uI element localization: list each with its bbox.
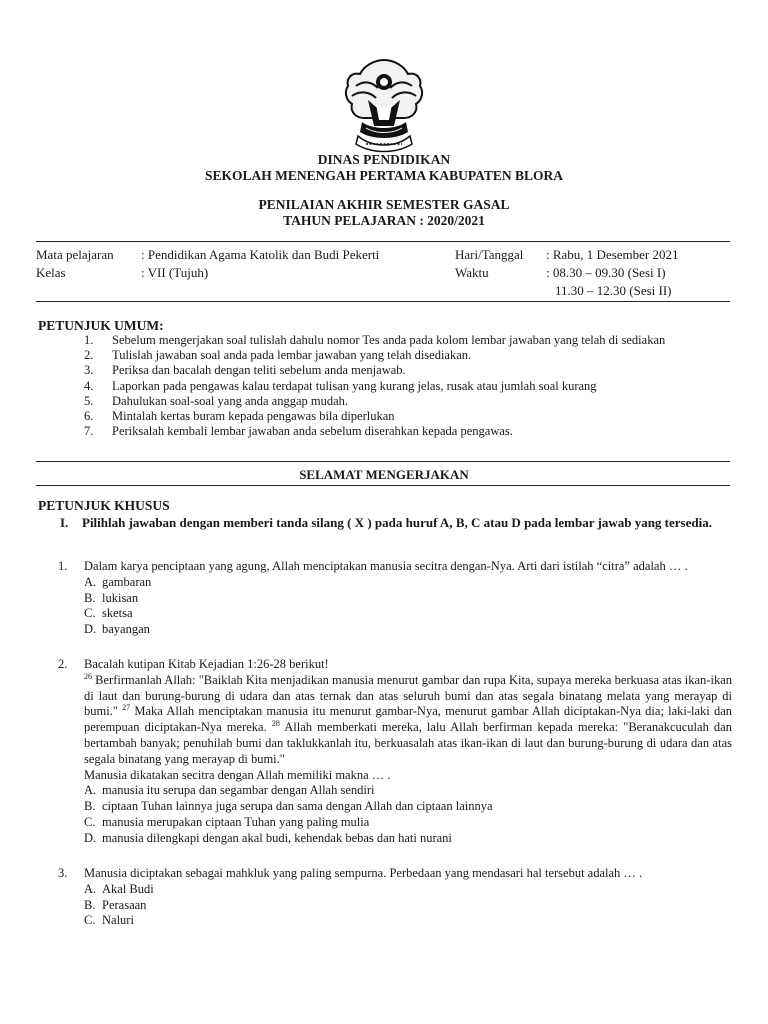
general-instructions-title: PETUNJUK UMUM: bbox=[38, 318, 164, 333]
option-c: C. Naluri bbox=[84, 913, 134, 928]
verse-number: 26 bbox=[84, 671, 92, 681]
option-c: C. manusia merupakan ciptaan Tuhan yang paling mulia bbox=[84, 814, 370, 829]
time-label: Waktu bbox=[455, 265, 489, 280]
question-3 bbox=[58, 866, 732, 929]
verse-text: Maka Allah menciptakan manusia itu menurut gambar-Nya, menurut gambar Allah diciptakan-Nya dia; laki-laki dan perempuan diciptakan-Nya mereka. bbox=[84, 704, 733, 735]
greeting-top-divider bbox=[36, 461, 730, 462]
class-label: Kelas bbox=[36, 265, 66, 280]
info-divider bbox=[36, 301, 730, 302]
question-number: 1. bbox=[58, 559, 68, 573]
verse-text: Berfirmanlah Allah: "Baiklah Kita menjadikan manusia menurut gambar dan rupa Kita, supaya mereka berkuasa atas ikan-ikan di laut dan burung-burung di udara dan atas ternak dan atas seluruh bumi dan atas segala binatang melata yang merayap di bumi." bbox=[84, 672, 732, 719]
general-instructions-list bbox=[84, 333, 734, 439]
option-b: B. lukisan bbox=[84, 590, 139, 605]
list-item: 1. Sebelum mengerjakan soal tulislah dahulu nomor Tes anda pada kolom lembar jawaban yang telah di sediakan bbox=[84, 333, 666, 347]
instruction-text: Pilihlah jawaban dengan memberi tanda silang ( X ) pada huruf A, B, C atau D pada lembar jawab yang tersedia. bbox=[82, 515, 712, 530]
list-item: 7. Periksalah kembali lembar jawaban anda sebelum diserahkan kepada pengawas. bbox=[84, 424, 513, 439]
option-c: C. sketsa bbox=[84, 606, 133, 621]
class-value: : VII (Tujuh) bbox=[141, 265, 209, 280]
verse-number: 27 bbox=[122, 703, 131, 713]
option-b: B. ciptaan Tuhan lainnya juga serupa dan sama dengan Allah dan ciptaan lainnya bbox=[84, 799, 493, 814]
option-a: A. gambaran bbox=[84, 574, 152, 589]
option-b: B. Perasaan bbox=[84, 897, 147, 912]
subject-label: Mata pelajaran bbox=[36, 247, 114, 262]
question-prompt: Manusia dikatakan secitra dengan Allah memiliki makna … . bbox=[84, 767, 391, 782]
subject-value: : Pendidikan Agama Katolik dan Budi Pekerti bbox=[141, 247, 380, 262]
bible-passage bbox=[58, 673, 732, 768]
list-item: 4. Laporkan pada pengawas kalau terdapat tulisan yang kurang jelas, rusak atau jumlah soal kurang bbox=[84, 378, 597, 393]
option-a: A. Akal Budi bbox=[84, 881, 154, 896]
option-d: D. bayangan bbox=[84, 622, 150, 637]
greeting-text: SELAMAT MENGERJAKAN bbox=[299, 467, 469, 482]
header-line-2: SEKOLAH MENENGAH PERTAMA KABUPATEN BLORA bbox=[204, 168, 564, 183]
list-item: 2. Tulislah jawaban soal anda pada lembar jawaban yang telah disediakan. bbox=[84, 348, 472, 363]
verse-text: Allah memberkati mereka, lalu Allah berfirman kepada mereka: "Beranakcuculah dan bertambah banyak; penuhilah bumi dan taklukkanlah itu, berkuasalah atas ikan-ikan di laut dan burung-burung di udara dan atas segala binatang yang merayap di bumi." bbox=[84, 720, 732, 766]
date-label: Hari/Tanggal bbox=[455, 247, 524, 262]
greeting-bottom-divider bbox=[36, 485, 730, 486]
option-d: D. manusia dilengkapi dengan akal budi, kehendak bebas dan hati nurani bbox=[84, 830, 452, 845]
special-instructions-title: PETUNJUK KHUSUS bbox=[38, 498, 170, 513]
header-line-1: DINAS PENDIDIKAN bbox=[317, 152, 451, 167]
question-number: 2. bbox=[58, 657, 68, 671]
list-item: 3. Periksa dan bacalah dengan teliti sebelum anda menjawab. bbox=[84, 363, 406, 378]
special-instruction bbox=[60, 514, 730, 531]
kabupaten-blora-crest-icon bbox=[342, 56, 426, 156]
exam-title: PENILAIAN AKHIR SEMESTER GASAL bbox=[258, 197, 510, 212]
question-text: Bacalah kutipan Kitab Kejadian 1:26-28 berikut! bbox=[84, 657, 329, 671]
header-divider bbox=[36, 241, 730, 242]
list-item: 5. Dahulukan soal-soal yang anda anggap mudah. bbox=[84, 393, 349, 408]
date-value: : Rabu, 1 Desember 2021 bbox=[546, 247, 679, 262]
question-number: 3. bbox=[58, 866, 68, 880]
time-value-session-1: : 08.30 – 09.30 (Sesi I) bbox=[546, 265, 666, 280]
time-value-session-2: 11.30 – 12.30 (Sesi II) bbox=[555, 283, 672, 298]
list-item: 6. Mintalah kertas buram kepada pengawas bila diperlukan bbox=[84, 409, 395, 424]
question-text: Dalam karya penciptaan yang agung, Allah menciptakan manusia secitra dengan-Nya. Arti dari istilah “citra” adalah … . bbox=[84, 559, 688, 573]
academic-year: TAHUN PELAJARAN : 2020/2021 bbox=[283, 213, 485, 228]
question-text: Manusia diciptakan sebagai mahkluk yang paling sempurna. Perbedaan yang mendasari hal tersebut adalah … . bbox=[84, 866, 643, 880]
section-number: I. bbox=[60, 515, 69, 530]
option-a: A. manusia itu serupa dan segambar dengan Allah sendiri bbox=[84, 783, 375, 798]
verse-number: 28 bbox=[271, 719, 280, 729]
question-2 bbox=[58, 657, 732, 847]
question-1 bbox=[58, 559, 732, 638]
